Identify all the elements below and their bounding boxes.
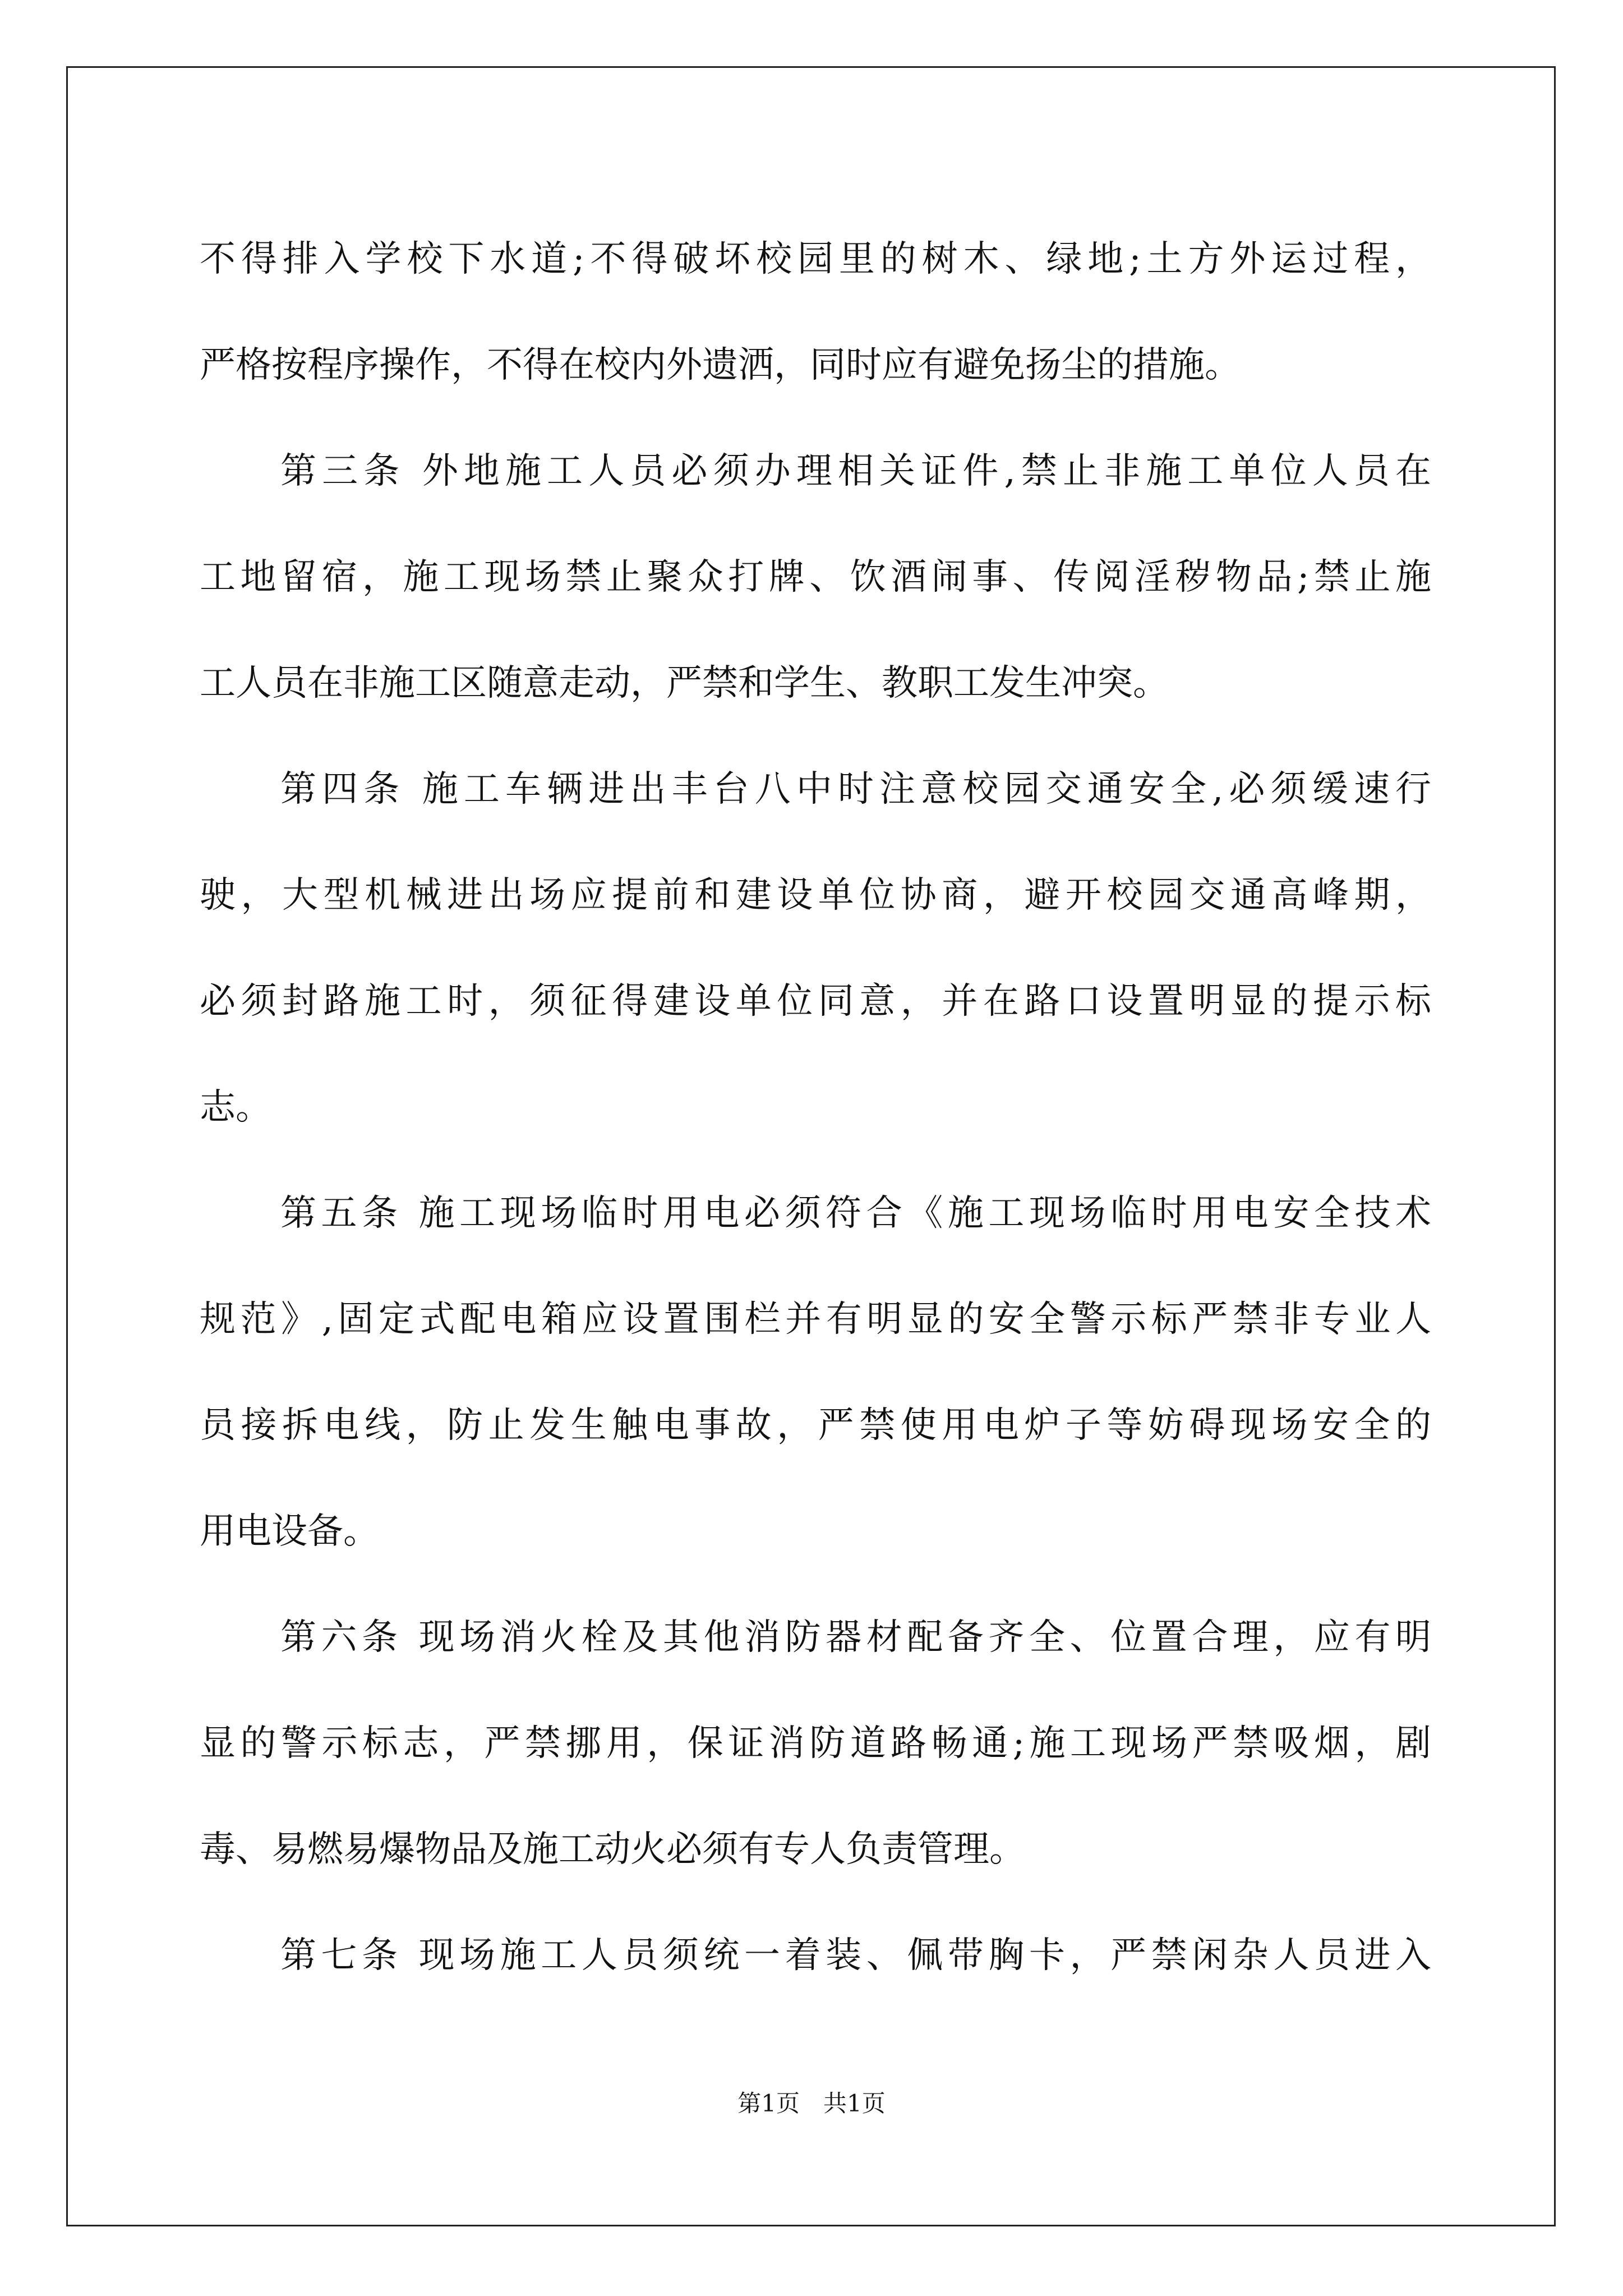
article-5-first-line: 第五条 施工现场临时用电必须符合《施工现场临时用电安全技术: [280, 1193, 1431, 1234]
text-line: 严格按程序操作，不得在校内外遗洒，同时应有避免扬尘的措施。: [200, 344, 1241, 386]
page-number-footer: 第1页 共1页: [737, 2090, 886, 2117]
text-line: 毒、易燃易爆物品及施工动火必须有专人负责管理。: [200, 1829, 1025, 1870]
document-body: [200, 206, 1431, 2009]
text-line: 工地留宿，施工现场禁止聚众打牌、饮酒闹事、传阅淫秽物品;禁止施: [200, 556, 1431, 598]
article-7-first-line: 第七条 现场施工人员须统一着装、佩带胸卡，严禁闲杂人员进入: [280, 1935, 1431, 1976]
text-line: 用电设备。: [200, 1511, 379, 1552]
text-line: 工人员在非施工区随意走动，严禁和学生、教职工发生冲突。: [200, 662, 1169, 704]
text-line: 驶，大型机械进出场应提前和建设单位协商，避开校园交通高峰期，: [200, 875, 1431, 916]
text-line: 规范》,固定式配电箱应设置围栏并有明显的安全警示标严禁非专业人: [200, 1299, 1431, 1340]
text-line: 志。: [200, 1087, 271, 1128]
article-6-first-line: 第六条 现场消火栓及其他消防器材配备齐全、位置合理，应有明: [280, 1617, 1431, 1658]
article-3-first-line: 第三条 外地施工人员必须办理相关证件,禁止非施工单位人员在: [280, 450, 1431, 492]
article-4-first-line: 第四条 施工车辆进出丰台八中时注意校园交通安全,必须缓速行: [280, 769, 1431, 810]
text-line: 显的警示标志，严禁挪用，保证消防道路畅通;施工现场严禁吸烟，剧: [200, 1723, 1431, 1764]
text-line: 必须封路施工时，须征得建设单位同意，并在路口设置明显的提示标: [200, 981, 1431, 1022]
text-line: 员接拆电线，防止发生触电事故，严禁使用电炉子等妨碍现场安全的: [200, 1405, 1431, 1446]
text-line: 不得排入学校下水道;不得破坏校园里的树木、绿地;土方外运过程，: [200, 238, 1431, 280]
